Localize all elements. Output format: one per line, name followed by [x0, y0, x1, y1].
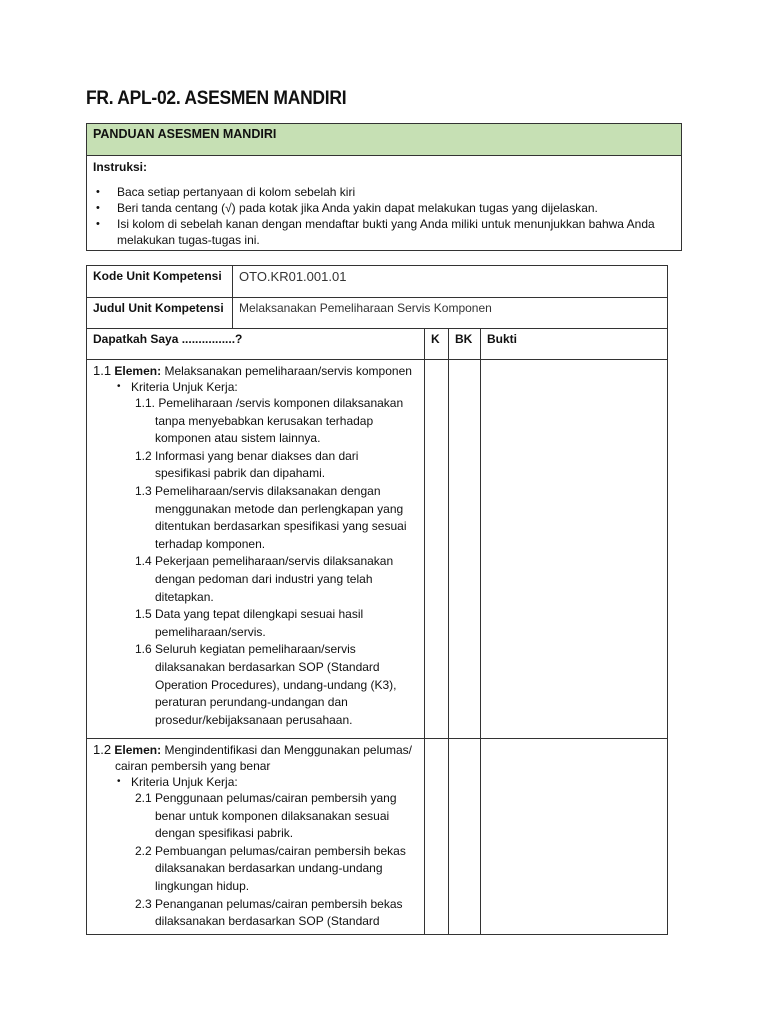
criterion-continued: tanpa menyebabkan kerusakan terhadap [155, 413, 374, 428]
criterion-continued: dilaksanakan berdasarkan SOP (Standard [155, 914, 380, 929]
criterion-continued: terhadap komponen. [155, 536, 266, 551]
criterion-continued: komponen atau sistem lainnya. [155, 431, 321, 446]
element-text-continued: cairan pembersih yang benar [115, 759, 271, 773]
instructions-list [93, 184, 675, 248]
bk-column-header: BK [449, 329, 481, 360]
criterion-continued: lingkungan hidup. [155, 878, 250, 893]
element-heading [93, 363, 418, 379]
element-cell [87, 360, 425, 739]
evidence-column-header: Bukti [481, 329, 668, 360]
evidence-cell[interactable] [481, 739, 668, 935]
bk-checkbox-cell[interactable] [449, 739, 481, 935]
criterion-continued: Operation Procedures), undang-undang (K3), [155, 677, 397, 692]
k-column-header: K [425, 329, 449, 360]
criterion-continued: ditentukan berdasarkan spesifikasi yang sesuai [155, 519, 407, 534]
criterion: 1.4 Pekerjaan pemeliharaan/servis dilaksanakan [135, 554, 394, 569]
unit-title-value: Melaksanakan Pemeliharaan Servis Komponen [233, 298, 668, 329]
column-header-row [87, 329, 668, 360]
criterion-continued: pemeliharaan/servis. [155, 624, 266, 639]
element-text: Mengindentifikasi dan Menggunakan pelumas/ [164, 743, 412, 757]
criterion-continued: peraturan perundang-undangan dan [155, 695, 348, 710]
criterion-continued: menggunakan metode dan perlengkapan yang [155, 501, 404, 516]
criterion: 1.1. Pemeliharaan /servis komponen dilaksanakan [135, 396, 404, 410]
criterion-continued: dengan pedoman dari industri yang telah [155, 571, 373, 586]
k-checkbox-cell[interactable] [425, 739, 449, 935]
instruction-item: • Isi kolom di sebelah kanan dengan mendaftar bukti yang Anda miliki untuk menunjukkan bahwa Anda melakukan tugas-tugas ini. [93, 216, 675, 248]
element-row [87, 739, 668, 935]
criterion-continued: dilaksanakan berdasarkan SOP (Standard [155, 659, 380, 674]
criterion-continued: dilaksanakan berdasarkan undang-undang [155, 861, 383, 876]
question-column-header: Dapatkah Saya ................? [87, 329, 425, 360]
instruction-item: • Baca setiap pertanyaan di kolom sebelah kiri [93, 184, 675, 200]
element-number: 1.2 [93, 742, 112, 757]
guide-heading: PANDUAN ASESMEN MANDIRI [87, 124, 681, 156]
element-text: Melaksanakan pemeliharaan/servis komponen [164, 364, 412, 378]
criteria-title: • Kriteria Unjuk Kerja: [93, 774, 418, 790]
criterion: 1.6 Seluruh kegiatan pemeliharaan/servis [135, 642, 356, 657]
element-heading [93, 742, 418, 774]
unit-title-row [87, 298, 668, 329]
element-row [87, 360, 668, 739]
criterion: 1.3 Pemeliharaan/servis dilaksanakan dengan [135, 483, 381, 498]
competency-table [86, 265, 668, 935]
criterion-continued: spesifikasi pabrik dan dipahami. [155, 466, 326, 481]
instructions-title: Instruksi: [93, 160, 148, 174]
criterion-continued: dengan spesifikasi pabrik. [155, 826, 294, 841]
criterion: 2.2 Pembuangan pelumas/cairan pembersih bekas [135, 843, 406, 858]
criterion: 2.3 Penanganan pelumas/cairan pembersih bekas [135, 896, 403, 911]
criterion: 2.1 Penggunaan pelumas/cairan pembersih yang [135, 791, 397, 805]
document-title: FR. APL-02. ASESMEN MANDIRI [86, 88, 347, 109]
criteria-list [93, 395, 418, 729]
unit-title-label: Judul Unit Kompetensi [87, 298, 233, 329]
self-assessment-guide [86, 123, 682, 251]
unit-code-value: OTO.KR01.001.01 [233, 266, 668, 298]
criterion: 1.5 Data yang tepat dilengkapi sesuai hasil [135, 607, 364, 622]
guide-body [87, 156, 681, 250]
k-checkbox-cell[interactable] [425, 360, 449, 739]
evidence-cell[interactable] [481, 360, 668, 739]
criteria-title: • Kriteria Unjuk Kerja: [93, 379, 418, 395]
criterion-continued: ditetapkan. [155, 589, 214, 604]
element-label: Elemen: [114, 364, 162, 378]
instruction-item: • Beri tanda centang (√) pada kotak jika Anda yakin dapat melakukan tugas yang dijelaskan. [93, 200, 675, 216]
criterion-continued: prosedur/kebijaksanaan perusahaan. [155, 712, 353, 727]
element-cell [87, 739, 425, 935]
element-label: Elemen: [114, 743, 162, 757]
element-number: 1.1 [93, 363, 112, 378]
criteria-list [93, 790, 418, 931]
unit-code-label: Kode Unit Kompetensi [87, 266, 233, 298]
bk-checkbox-cell[interactable] [449, 360, 481, 739]
criterion: 1.2 Informasi yang benar diakses dan dari [135, 448, 359, 463]
unit-code-row [87, 266, 668, 298]
criterion-continued: benar untuk komponen dilaksanakan sesuai [155, 808, 390, 823]
